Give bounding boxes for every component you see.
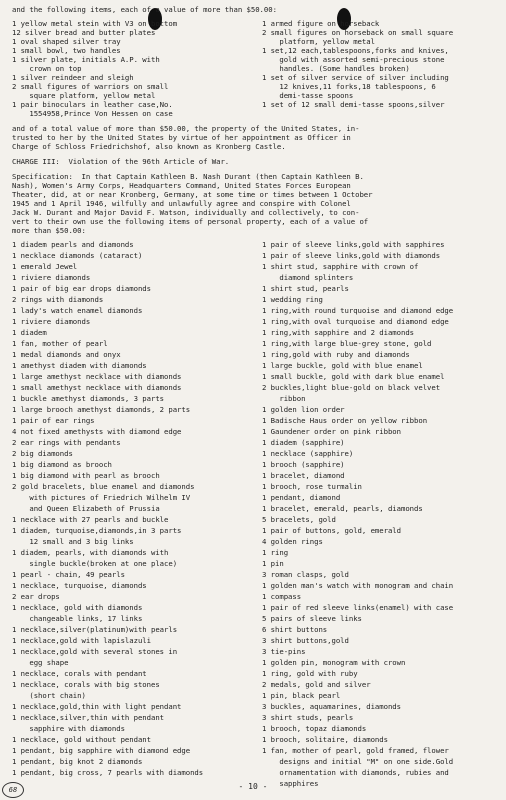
list-item: 3 tie-pins [262, 647, 306, 656]
list-item: 1 pair of big ear drops diamonds [12, 284, 151, 293]
list-item: 4 golden rings [262, 537, 323, 546]
list-item: 2 medals, gold and silver [262, 680, 371, 689]
list-item: 3 shirt studs, pearls [262, 713, 354, 722]
list-item: 1 brooch, rose turmalin [262, 482, 362, 491]
list-item: with pictures of Friedrich Wilhelm IV [12, 493, 191, 502]
list-item: 2 small figures on horseback on small square [262, 28, 454, 37]
list-item: 1 set of silver service of silver including [262, 73, 449, 82]
list-item: 5 pairs of sleeve links [262, 614, 362, 623]
list-item: 12 small and 3 big links [12, 537, 134, 546]
list-item: 1 ring,with sapphire and 2 diamonds [262, 328, 415, 337]
list-item: 1 pair of ear rings [12, 416, 95, 425]
list-item: 2 ear drops [12, 592, 60, 601]
list-item: 1 pendant, diamond [262, 493, 341, 502]
list-item: 1 large buckle, gold with blue enamel [262, 361, 423, 370]
list-item: single buckle(broken at one place) [12, 559, 178, 568]
list-item: 1 pair of sleeve links,gold with sapphires [262, 240, 445, 249]
list-item: 1 necklace with 27 pearls and buckle [12, 515, 169, 524]
list-item: 1 pin, black pearl [262, 691, 341, 700]
list-item: 1 big diamond with pearl as brooch [12, 471, 160, 480]
list-item: 1 ring,gold with ruby and diamonds [262, 350, 410, 359]
list-item: 1 set,12 each,tablespoons,forks and knives, [262, 46, 449, 55]
list-item: 1 emerald Jewel [12, 262, 78, 271]
list-item: 1 ring, gold with ruby [262, 669, 358, 678]
list-item: 1 diadem [12, 328, 47, 337]
list-item: 1 necklace diamonds (cataract) [12, 251, 143, 260]
list-item: 1 brooch, solitaire, diamonds [262, 735, 388, 744]
list-item: 1 fan, mother of pearl, gold framed, flower [262, 746, 449, 755]
list-item: 1 pin [262, 559, 284, 568]
list-item: 1 large brooch amethyst diamonds, 2 parts [12, 405, 191, 414]
list-item: 4 not fixed amethysts with diamond edge [12, 427, 182, 436]
list-item: 1 compass [262, 592, 302, 601]
list-item: 1 small bowl, two handles [12, 46, 121, 55]
list-item: 2 gold bracelets, blue enamel and diamonds [12, 482, 195, 491]
paragraph-line: Theater, did, at or near Kronberg, Germany, at some time or times between 1 October [12, 190, 373, 199]
paragraph-line: Specification: In that Captain Kathleen B. Nash Durant (then Captain Kathleen B. [12, 172, 364, 181]
list-item: 1 medal diamonds and onyx [12, 350, 121, 359]
list-item: 1 ring [262, 548, 289, 557]
list-item: 1 brooch, topaz diamonds [262, 724, 367, 733]
list-item: square platform, yellow metal [12, 91, 156, 100]
list-item: 2 buckles,light blue-gold on black velvet [262, 383, 441, 392]
list-item: 1 bracelet, emerald, pearls, diamonds [262, 504, 423, 513]
list-item: designs and initial "M" on one side.Gold [262, 757, 454, 766]
paragraph-line: 1945 and 1 April 1946, wilfully and unlawfully agree and conspire with Colonel [12, 199, 351, 208]
list-item: 1 amethyst diadem with diamonds [12, 361, 147, 370]
list-item: 1 ring,with oval turquoise and diamond edge [262, 317, 449, 326]
list-item: 1 diadem (sapphire) [262, 438, 345, 447]
list-item: 1 buckle amethyst diamonds, 3 parts [12, 394, 165, 403]
list-item: 2 ear rings with pendants [12, 438, 121, 447]
list-item: handles. (Some handles broken) [262, 64, 410, 73]
list-item: 1 necklace, gold without pendant [12, 735, 151, 744]
list-item: 1 necklace,gold with lapislazuli [12, 636, 151, 645]
list-item: 1 brooch (sapphire) [262, 460, 345, 469]
list-item: ribbon [262, 394, 306, 403]
paragraph-line: Jack W. Durant and Major David F. Watson, individually and collectively, to con- [12, 208, 360, 217]
list-item: 1 pearl - chain, 49 pearls [12, 570, 125, 579]
paragraph-line: trusted to her by the United States by virtue of her appointment as Officer in [12, 133, 351, 142]
list-item: 1 yellow metal stein with V3 on bottom [12, 19, 178, 28]
list-item: 1 necklace,gold with several stones in [12, 647, 178, 656]
list-item: 1 necklace,gold,thin with light pendant [12, 702, 182, 711]
list-item: 1 pendant, big cross, 7 pearls with diamonds [12, 768, 204, 777]
list-item: 1 necklace (sapphire) [262, 449, 354, 458]
list-item: crown on top [12, 64, 82, 73]
list-item: 12 silver bread and butter plates [12, 28, 156, 37]
list-item: 1 oval shaped silver tray [12, 37, 121, 46]
list-item: 1 necklace, gold with diamonds [12, 603, 143, 612]
list-item: 1 silver plate, initials A.P. with [12, 55, 160, 64]
list-item: 1 necklace, corals with big stones [12, 680, 160, 689]
list-item: 1 shirt stud, pearls [262, 284, 349, 293]
list-item: 1 necklace,silver(platinum)with pearls [12, 625, 178, 634]
list-item: changeable links, 17 links [12, 614, 143, 623]
list-item: 1 Gaundener order on pink ribbon [262, 427, 401, 436]
list-item: diamond splinters [262, 273, 354, 282]
list-item: 3 shirt buttons,gold [262, 636, 349, 645]
list-item: 6 shirt buttons [262, 625, 328, 634]
list-item: and Queen Elizabeth of Prussia [12, 504, 160, 513]
list-item: sapphire with diamonds [12, 724, 125, 733]
list-item: 2 small figures of warriors on small [12, 82, 169, 91]
list-item: 1 lady's watch enamel diamonds [12, 306, 143, 315]
list-item: 1554958,Prince Von Hessen on case [12, 109, 173, 118]
list-item: 1 fan, mother of pearl [12, 339, 108, 348]
paragraph-line: more than $50.00: [12, 226, 86, 235]
paragraph-line: and of a total value of more than $50.00, the property of the United States, in- [12, 124, 360, 133]
list-item: 1 pendant, big knot 2 diamonds [12, 757, 143, 766]
list-item: 1 big diamond as brooch [12, 460, 112, 469]
list-item: 5 bracelets, gold [262, 515, 336, 524]
list-item: 12 knives,11 forks,18 tablespoons, 6 [262, 82, 436, 91]
list-item: 1 ring,with round turquoise and diamond edge [262, 306, 454, 315]
list-item: 1 Badische Haus order on yellow ribbon [262, 416, 428, 425]
list-item: 1 set of 12 small demi-tasse spoons,silver [262, 100, 445, 109]
list-item: 1 armed figure on horseback [262, 19, 380, 28]
list-item: 1 diadem, pearls, with diamonds with [12, 548, 169, 557]
list-item: 1 small buckle, gold with dark blue enamel [262, 372, 445, 381]
list-item: platform, yellow metal [262, 37, 375, 46]
list-item: 1 pair of sleeve links,gold with diamonds [262, 251, 441, 260]
list-item: 1 pair binoculars in leather case,No. [12, 100, 173, 109]
list-item: 1 small amethyst necklace with diamonds [12, 383, 182, 392]
list-item: (short chain) [12, 691, 86, 700]
paragraph-line: Nash), Women's Army Corps, Headquarters Command, United States Forces European [12, 181, 351, 190]
list-item: 1 pendant, big sapphire with diamond edge [12, 746, 191, 755]
paragraph-line: vert to their own use the following items of personal property, each of a value of [12, 217, 369, 226]
list-item: 1 wedding ring [262, 295, 323, 304]
list-item: 1 shirt stud, sapphire with crown of [262, 262, 419, 271]
list-item: 1 necklace,silver,thin with pendant [12, 713, 165, 722]
list-item: 1 large amethyst necklace with diamonds [12, 372, 182, 381]
list-item: gold with assorted semi-precious stone [262, 55, 445, 64]
list-item: 1 necklace, corals with pendant [12, 669, 147, 678]
list-item: 3 buckles, aquamarines, diamonds [262, 702, 401, 711]
list-item: 1 bracelet, diamond [262, 471, 345, 480]
list-item: 1 riviere diamonds [12, 317, 91, 326]
list-item: egg shape [12, 658, 69, 667]
list-item: ornamentation with diamonds, rubies and [262, 768, 449, 777]
paragraph-line: Charge of Schloss Friedrichshof, also known as Kronberg Castle. [12, 142, 286, 151]
list-item: 1 silver reindeer and sleigh [12, 73, 134, 82]
list-item: sapphires [262, 779, 319, 788]
list-item: 1 pair of buttons, gold, emerald [262, 526, 401, 535]
list-item: 1 diadem pearls and diamonds [12, 240, 134, 249]
list-item: 3 roman clasps, gold [262, 570, 349, 579]
archive-stamp: 68 [2, 782, 24, 798]
list-item: 1 pair of red sleeve links(enamel) with case [262, 603, 454, 612]
list-item: 1 ring,with large blue-grey stone, gold [262, 339, 432, 348]
list-item: 1 diadem, turquoise,diamonds,in 3 parts [12, 526, 182, 535]
list-item: 1 golden lion order [262, 405, 345, 414]
charge-heading: CHARGE III: Violation of the 96th Article of War. [12, 157, 230, 166]
list-item: 1 golden man's watch with monogram and chain [262, 581, 454, 590]
top-intro: and the following items, each of a value of more than $50.00: [12, 5, 277, 14]
list-item: demi-tasse spoons [262, 91, 354, 100]
list-item: 2 rings with diamonds [12, 295, 104, 304]
list-item: 2 big diamonds [12, 449, 73, 458]
list-item: 1 necklace, turquoise, diamonds [12, 581, 147, 590]
list-item: 1 riviere diamonds [12, 273, 91, 282]
list-item: 1 golden pin, monogram with crown [262, 658, 406, 667]
page-number: - 10 - [238, 782, 268, 791]
